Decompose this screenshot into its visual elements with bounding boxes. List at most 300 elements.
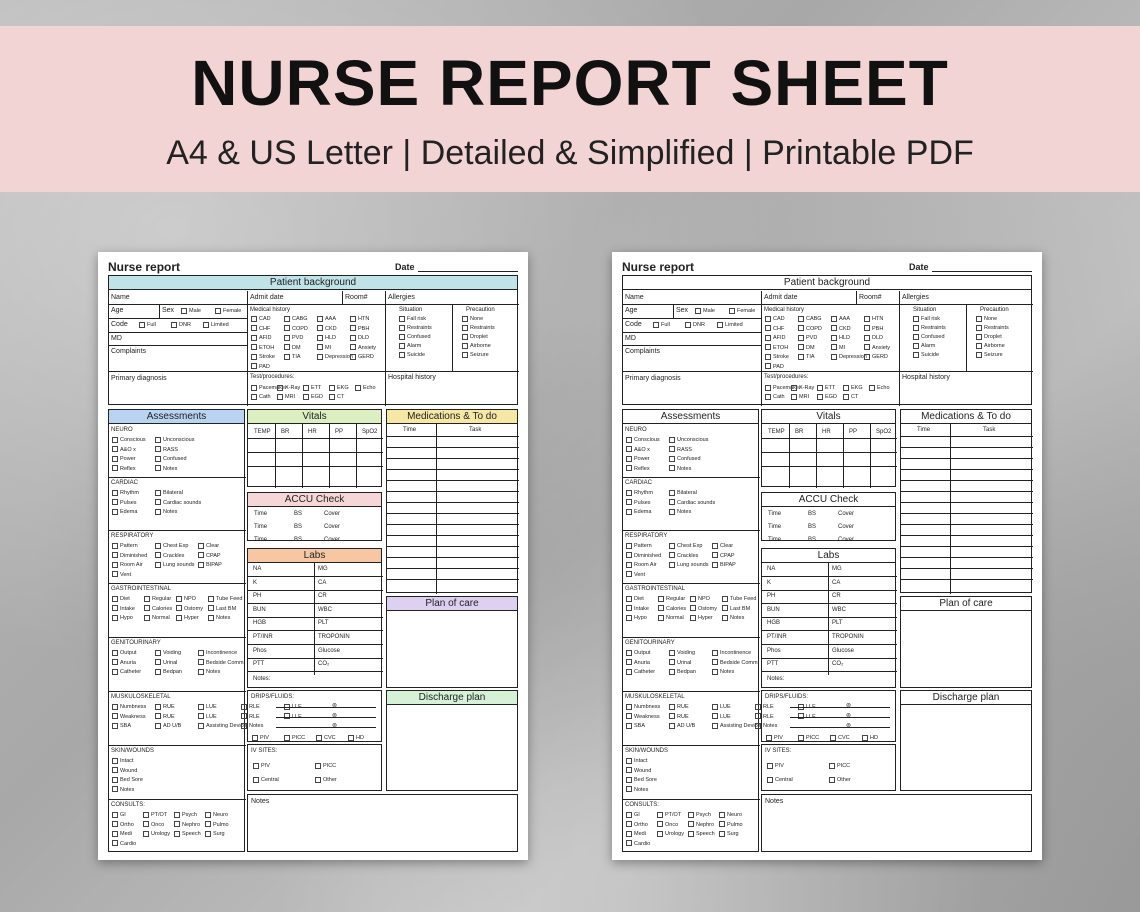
musculoskeletal-checkbox[interactable]: RUE [155,712,175,722]
checkbox-icon[interactable] [315,763,321,769]
checkbox-icon[interactable] [112,650,118,656]
checkbox-icon[interactable] [399,343,405,349]
checkbox-icon[interactable] [112,465,118,471]
checkbox-icon[interactable] [198,713,204,719]
consult-checkbox[interactable]: Medi [626,829,646,839]
situation-checkbox[interactable]: Alarm [913,341,935,351]
med-history-checkbox[interactable]: HLD [317,333,336,343]
checkbox-icon[interactable] [658,615,664,621]
drip-type-checkbox[interactable]: HD [348,733,364,743]
neuro-checkbox[interactable]: Power [626,454,650,464]
full-code-checkbox[interactable]: Full [653,320,670,330]
checkbox-icon[interactable] [251,385,257,391]
consult-checkbox[interactable]: Psych [688,810,711,820]
checkbox-icon[interactable] [626,562,632,568]
checkbox-icon[interactable] [462,316,468,322]
checkbox-icon[interactable] [626,456,632,462]
checkbox-icon[interactable] [399,325,405,331]
checkbox-icon[interactable] [155,456,161,462]
genitourinary-checkbox[interactable]: Urinal [155,658,177,668]
med-history-checkbox[interactable]: HTN [864,314,883,324]
respiratory-checkbox[interactable]: Vent [626,570,645,580]
med-history-checkbox[interactable]: DM [284,343,301,353]
gastrointestinal-checkbox[interactable]: Hypo [112,613,133,623]
neuro-checkbox[interactable]: Power [112,454,136,464]
musculoskeletal-checkbox[interactable]: Notes [755,721,777,731]
consult-checkbox[interactable]: Onco [143,820,164,830]
checkbox-icon[interactable] [669,437,675,443]
med-history-checkbox[interactable]: HTN [350,314,369,324]
checkbox-icon[interactable] [626,659,632,665]
checkbox-icon[interactable] [112,605,118,611]
checkbox-icon[interactable] [976,325,982,331]
musculoskeletal-checkbox[interactable]: RLE [755,702,774,712]
med-history-checkbox[interactable]: HLD [831,333,850,343]
checkbox-icon[interactable] [976,316,982,322]
test-checkbox[interactable]: EKG [843,383,863,393]
respiratory-checkbox[interactable]: CPAP [198,551,221,561]
med-history-checkbox[interactable]: DM [798,343,815,353]
genitourinary-checkbox[interactable]: Catheter [626,667,655,677]
consult-checkbox[interactable]: Nephro [688,820,714,830]
checkbox-icon[interactable] [669,509,675,515]
checkbox-icon[interactable] [155,650,161,656]
neuro-checkbox[interactable]: RASS [669,445,692,455]
med-history-checkbox[interactable]: PAD [251,362,270,372]
checkbox-icon[interactable] [976,343,982,349]
musculoskeletal-checkbox[interactable]: Weakness [112,712,146,722]
iv-site-checkbox[interactable]: Other [315,775,337,785]
respiratory-checkbox[interactable]: Pattern [626,541,652,551]
checkbox-icon[interactable] [798,335,804,341]
checkbox-icon[interactable] [712,704,718,710]
cardiac-checkbox[interactable]: Notes [155,507,177,517]
checkbox-icon[interactable] [626,777,632,783]
gastrointestinal-checkbox[interactable]: Notes [208,613,230,623]
checkbox-icon[interactable] [626,499,632,505]
precaution-checkbox[interactable]: Seizure [462,350,489,360]
musculoskeletal-checkbox[interactable]: Weakness [626,712,660,722]
checkbox-icon[interactable] [143,821,149,827]
precaution-checkbox[interactable]: None [462,314,483,324]
neuro-checkbox[interactable]: Unconscious [669,435,709,445]
checkbox-icon[interactable] [712,552,718,558]
checkbox-icon[interactable] [695,308,701,314]
situation-checkbox[interactable]: Fall risk [913,314,940,324]
checkbox-icon[interactable] [144,596,150,602]
respiratory-checkbox[interactable]: Diminished [626,551,661,561]
checkbox-icon[interactable] [798,354,804,360]
situation-checkbox[interactable]: Suicide [399,350,425,360]
med-history-checkbox[interactable]: CAD [765,314,785,324]
situation-checkbox[interactable]: Alarm [399,341,421,351]
checkbox-icon[interactable] [112,821,118,827]
checkbox-icon[interactable] [913,334,919,340]
checkbox-icon[interactable] [626,437,632,443]
checkbox-icon[interactable] [669,499,675,505]
checkbox-icon[interactable] [626,786,632,792]
med-history-checkbox[interactable]: DLD [864,333,883,343]
neuro-checkbox[interactable]: Unconscious [155,435,195,445]
checkbox-icon[interactable] [174,831,180,837]
checkbox-icon[interactable] [198,723,204,729]
neuro-checkbox[interactable]: Confused [669,454,701,464]
checkbox-icon[interactable] [112,786,118,792]
checkbox-icon[interactable] [657,812,663,818]
test-checkbox[interactable]: Cath [765,392,785,402]
med-history-checkbox[interactable]: Depression [317,352,353,362]
checkbox-icon[interactable] [831,335,837,341]
gastrointestinal-checkbox[interactable]: Last BM [722,604,750,614]
checkbox-icon[interactable] [843,394,849,400]
musculoskeletal-checkbox[interactable]: RLE [755,712,774,722]
checkbox-icon[interactable] [198,669,204,675]
checkbox-icon[interactable] [669,723,675,729]
checkbox-icon[interactable] [798,316,804,322]
checkbox-icon[interactable] [690,615,696,621]
respiratory-checkbox[interactable]: Chest Exp [155,541,188,551]
med-history-checkbox[interactable]: Stroke [251,352,275,362]
med-history-checkbox[interactable]: MI [317,343,331,353]
respiratory-checkbox[interactable]: Lung sounds [669,560,709,570]
med-history-checkbox[interactable]: PVD [798,333,817,343]
consult-checkbox[interactable]: Speech [688,829,715,839]
checkbox-icon[interactable] [767,763,773,769]
checkbox-icon[interactable] [626,767,632,773]
gastrointestinal-checkbox[interactable]: Hyper [690,613,713,623]
genitourinary-checkbox[interactable]: Voiding [669,648,695,658]
musculoskeletal-checkbox[interactable]: RUE [669,702,689,712]
consult-checkbox[interactable]: Pulmo [205,820,229,830]
med-history-checkbox[interactable]: PBH [350,324,369,334]
consult-checkbox[interactable]: Onco [657,820,678,830]
checkbox-icon[interactable] [976,334,982,340]
consult-checkbox[interactable]: Pulmo [719,820,743,830]
checkbox-icon[interactable] [831,354,837,360]
med-history-checkbox[interactable]: PAD [765,362,784,372]
checkbox-icon[interactable] [831,316,837,322]
musculoskeletal-checkbox[interactable]: SBA [626,721,645,731]
checkbox-icon[interactable] [626,669,632,675]
checkbox-icon[interactable] [722,596,728,602]
checkbox-icon[interactable] [717,322,723,328]
consult-checkbox[interactable]: PT/OT [143,810,167,820]
checkbox-icon[interactable] [626,821,632,827]
checkbox-icon[interactable] [626,831,632,837]
checkbox-icon[interactable] [626,446,632,452]
test-checkbox[interactable]: CT [329,392,344,402]
checkbox-icon[interactable] [765,325,771,331]
precaution-checkbox[interactable]: Droplet [462,332,488,342]
checkbox-icon[interactable] [144,615,150,621]
checkbox-icon[interactable] [626,552,632,558]
checkbox-icon[interactable] [317,316,323,322]
test-checkbox[interactable]: CT [843,392,858,402]
cardiac-checkbox[interactable]: Bilateral [155,488,183,498]
checkbox-icon[interactable] [719,831,725,837]
checkbox-icon[interactable] [198,650,204,656]
consult-checkbox[interactable]: Speech [174,829,201,839]
checkbox-icon[interactable] [155,437,161,443]
checkbox-icon[interactable] [112,437,118,443]
checkbox-icon[interactable] [831,325,837,331]
respiratory-checkbox[interactable]: Clear [712,541,733,551]
drip-type-checkbox[interactable]: CVC [830,733,850,743]
genitourinary-checkbox[interactable]: Anuria [112,658,136,668]
checkbox-icon[interactable] [251,335,257,341]
checkbox-icon[interactable] [626,713,632,719]
gastrointestinal-checkbox[interactable]: Regular [658,594,685,604]
checkbox-icon[interactable] [626,840,632,846]
checkbox-icon[interactable] [626,571,632,577]
checkbox-icon[interactable] [729,308,735,314]
checkbox-icon[interactable] [798,325,804,331]
iv-site-checkbox[interactable]: PICC [315,761,336,771]
consult-checkbox[interactable]: Surg [205,829,225,839]
checkbox-icon[interactable] [765,344,771,350]
consult-checkbox[interactable]: Surg [719,829,739,839]
checkbox-icon[interactable] [198,543,204,549]
checkbox-icon[interactable] [208,605,214,611]
genitourinary-checkbox[interactable]: Output [626,648,651,658]
checkbox-icon[interactable] [831,344,837,350]
checkbox-icon[interactable] [350,344,356,350]
med-history-checkbox[interactable]: CKD [831,324,851,334]
gastrointestinal-checkbox[interactable]: Tube Feed [722,594,756,604]
checkbox-icon[interactable] [112,840,118,846]
neuro-checkbox[interactable]: Reflex [112,464,136,474]
situation-checkbox[interactable]: Confused [913,332,945,342]
checkbox-icon[interactable] [277,385,283,391]
checkbox-icon[interactable] [712,723,718,729]
respiratory-checkbox[interactable]: CPAP [712,551,735,561]
checkbox-icon[interactable] [765,316,771,322]
checkbox-icon[interactable] [317,335,323,341]
checkbox-icon[interactable] [112,777,118,783]
checkbox-icon[interactable] [155,659,161,665]
checkbox-icon[interactable] [399,334,405,340]
neuro-checkbox[interactable]: Reflex [626,464,650,474]
neuro-checkbox[interactable]: Confused [155,454,187,464]
checkbox-icon[interactable] [719,821,725,827]
checkbox-icon[interactable] [205,812,211,818]
checkbox-icon[interactable] [765,354,771,360]
checkbox-icon[interactable] [251,363,257,369]
male-checkbox[interactable]: Male [695,306,715,316]
checkbox-icon[interactable] [112,596,118,602]
consult-checkbox[interactable]: Urology [657,829,684,839]
checkbox-icon[interactable] [112,490,118,496]
genitourinary-checkbox[interactable]: Incontinence [712,648,751,658]
checkbox-icon[interactable] [176,615,182,621]
cardiac-checkbox[interactable]: Edema [626,507,651,517]
cardiac-checkbox[interactable]: Cardiac sounds [155,498,201,508]
checkbox-icon[interactable] [669,552,675,558]
gastrointestinal-checkbox[interactable]: Normal [658,613,684,623]
musculoskeletal-checkbox[interactable]: AD U/B [155,721,181,731]
checkbox-icon[interactable] [198,704,204,710]
checkbox-icon[interactable] [155,562,161,568]
iv-site-checkbox[interactable]: Other [829,775,851,785]
musculoskeletal-checkbox[interactable]: Numbness [626,702,660,712]
drip-type-checkbox[interactable]: HD [862,733,878,743]
checkbox-icon[interactable] [112,831,118,837]
checkbox-icon[interactable] [350,335,356,341]
neuro-checkbox[interactable]: Conscious [626,435,660,445]
cardiac-checkbox[interactable]: Pulses [626,498,651,508]
checkbox-icon[interactable] [626,465,632,471]
checkbox-icon[interactable] [208,615,214,621]
med-history-checkbox[interactable]: COPD [284,324,308,334]
gastrointestinal-checkbox[interactable]: Intake [626,604,649,614]
cardiac-checkbox[interactable]: Bilateral [669,488,697,498]
female-checkbox[interactable]: Female [729,306,755,316]
checkbox-icon[interactable] [329,385,335,391]
genitourinary-checkbox[interactable]: Catheter [112,667,141,677]
musculoskeletal-checkbox[interactable]: RLE [241,712,260,722]
gastrointestinal-checkbox[interactable]: Hyper [176,613,199,623]
med-history-checkbox[interactable]: TIA [798,352,815,362]
iv-site-checkbox[interactable]: PIV [767,761,784,771]
checkbox-icon[interactable] [913,325,919,331]
med-history-checkbox[interactable]: AAA [831,314,850,324]
checkbox-icon[interactable] [864,325,870,331]
checkbox-icon[interactable] [112,723,118,729]
checkbox-icon[interactable] [399,316,405,322]
checkbox-icon[interactable] [712,669,718,675]
checkbox-icon[interactable] [155,499,161,505]
checkbox-icon[interactable] [626,490,632,496]
checkbox-icon[interactable] [976,352,982,358]
consult-checkbox[interactable]: Medi [112,829,132,839]
checkbox-icon[interactable] [112,571,118,577]
checkbox-icon[interactable] [112,615,118,621]
checkbox-icon[interactable] [251,316,257,322]
med-history-checkbox[interactable]: Stroke [765,352,789,362]
med-history-checkbox[interactable]: PVD [284,333,303,343]
checkbox-icon[interactable] [112,659,118,665]
checkbox-icon[interactable] [798,735,804,741]
gastrointestinal-checkbox[interactable]: Calories [658,604,686,614]
full-code-checkbox[interactable]: Full [139,320,156,330]
checkbox-icon[interactable] [205,821,211,827]
consult-checkbox[interactable]: Neuro [719,810,742,820]
checkbox-icon[interactable] [139,322,145,328]
checkbox-icon[interactable] [864,335,870,341]
checkbox-icon[interactable] [350,316,356,322]
med-history-checkbox[interactable]: ETOH [251,343,274,353]
checkbox-icon[interactable] [798,344,804,350]
precaution-checkbox[interactable]: Seizure [976,350,1003,360]
checkbox-icon[interactable] [462,352,468,358]
iv-site-checkbox[interactable]: PIV [253,761,270,771]
med-history-checkbox[interactable]: COPD [798,324,822,334]
checkbox-icon[interactable] [112,543,118,549]
checkbox-icon[interactable] [155,552,161,558]
musculoskeletal-checkbox[interactable]: AD U/B [669,721,695,731]
neuro-checkbox[interactable]: Notes [155,464,177,474]
checkbox-icon[interactable] [669,465,675,471]
checkbox-icon[interactable] [112,758,118,764]
med-history-checkbox[interactable]: ETOH [765,343,788,353]
neuro-checkbox[interactable]: A&O x [626,445,650,455]
checkbox-icon[interactable] [316,735,322,741]
neuro-checkbox[interactable]: Conscious [112,435,146,445]
checkbox-icon[interactable] [203,322,209,328]
skin-wounds-checkbox[interactable]: Notes [112,785,134,795]
checkbox-icon[interactable] [626,650,632,656]
checkbox-icon[interactable] [712,562,718,568]
consult-checkbox[interactable]: GI [626,810,640,820]
cardiac-checkbox[interactable]: Rhythm [112,488,139,498]
med-history-checkbox[interactable]: AFID [251,333,272,343]
musculoskeletal-checkbox[interactable]: LUE [712,702,731,712]
gastrointestinal-checkbox[interactable]: Diet [626,594,644,604]
drip-type-checkbox[interactable]: PIV [252,733,269,743]
checkbox-icon[interactable] [303,394,309,400]
test-checkbox[interactable]: Pacemaker [251,383,287,393]
checkbox-icon[interactable] [112,812,118,818]
consult-checkbox[interactable]: Neuro [205,810,228,820]
situation-checkbox[interactable]: Restraints [913,323,946,333]
checkbox-icon[interactable] [688,821,694,827]
precaution-checkbox[interactable]: Airborne [462,341,491,351]
genitourinary-checkbox[interactable]: Bedside Comm [712,658,758,668]
gastrointestinal-checkbox[interactable]: Intake [112,604,135,614]
iv-site-checkbox[interactable]: Central [767,775,793,785]
limited-checkbox[interactable]: Limited [203,320,229,330]
checkbox-icon[interactable] [712,543,718,549]
gastrointestinal-checkbox[interactable]: NPO [690,594,710,604]
checkbox-icon[interactable] [143,831,149,837]
checkbox-icon[interactable] [830,735,836,741]
test-checkbox[interactable]: Pacemaker [765,383,801,393]
checkbox-icon[interactable] [669,562,675,568]
med-history-checkbox[interactable]: CHF [251,324,270,334]
respiratory-checkbox[interactable]: Lung sounds [155,560,195,570]
checkbox-icon[interactable] [862,735,868,741]
checkbox-icon[interactable] [765,363,771,369]
med-history-checkbox[interactable]: CABG [284,314,308,324]
male-checkbox[interactable]: Male [181,306,201,316]
med-history-checkbox[interactable]: AAA [317,314,336,324]
checkbox-icon[interactable] [253,777,259,783]
test-checkbox[interactable]: X-Ray [277,383,300,393]
respiratory-checkbox[interactable]: Vent [112,570,131,580]
respiratory-checkbox[interactable]: BIPAP [712,560,736,570]
neuro-checkbox[interactable]: A&O x [112,445,136,455]
checkbox-icon[interactable] [253,763,259,769]
cardiac-checkbox[interactable]: Cardiac sounds [669,498,715,508]
checkbox-icon[interactable] [251,325,257,331]
checkbox-icon[interactable] [317,325,323,331]
checkbox-icon[interactable] [284,344,290,350]
checkbox-icon[interactable] [112,446,118,452]
checkbox-icon[interactable] [284,316,290,322]
checkbox-icon[interactable] [817,385,823,391]
checkbox-icon[interactable] [669,456,675,462]
checkbox-icon[interactable] [669,490,675,496]
cardiac-checkbox[interactable]: Notes [669,507,691,517]
skin-wounds-checkbox[interactable]: Bed Sore [112,775,143,785]
precaution-checkbox[interactable]: Restraints [976,323,1009,333]
med-history-checkbox[interactable]: GERD [350,352,374,362]
checkbox-icon[interactable] [350,354,356,360]
checkbox-icon[interactable] [791,385,797,391]
checkbox-icon[interactable] [303,385,309,391]
checkbox-icon[interactable] [112,713,118,719]
checkbox-icon[interactable] [176,596,182,602]
